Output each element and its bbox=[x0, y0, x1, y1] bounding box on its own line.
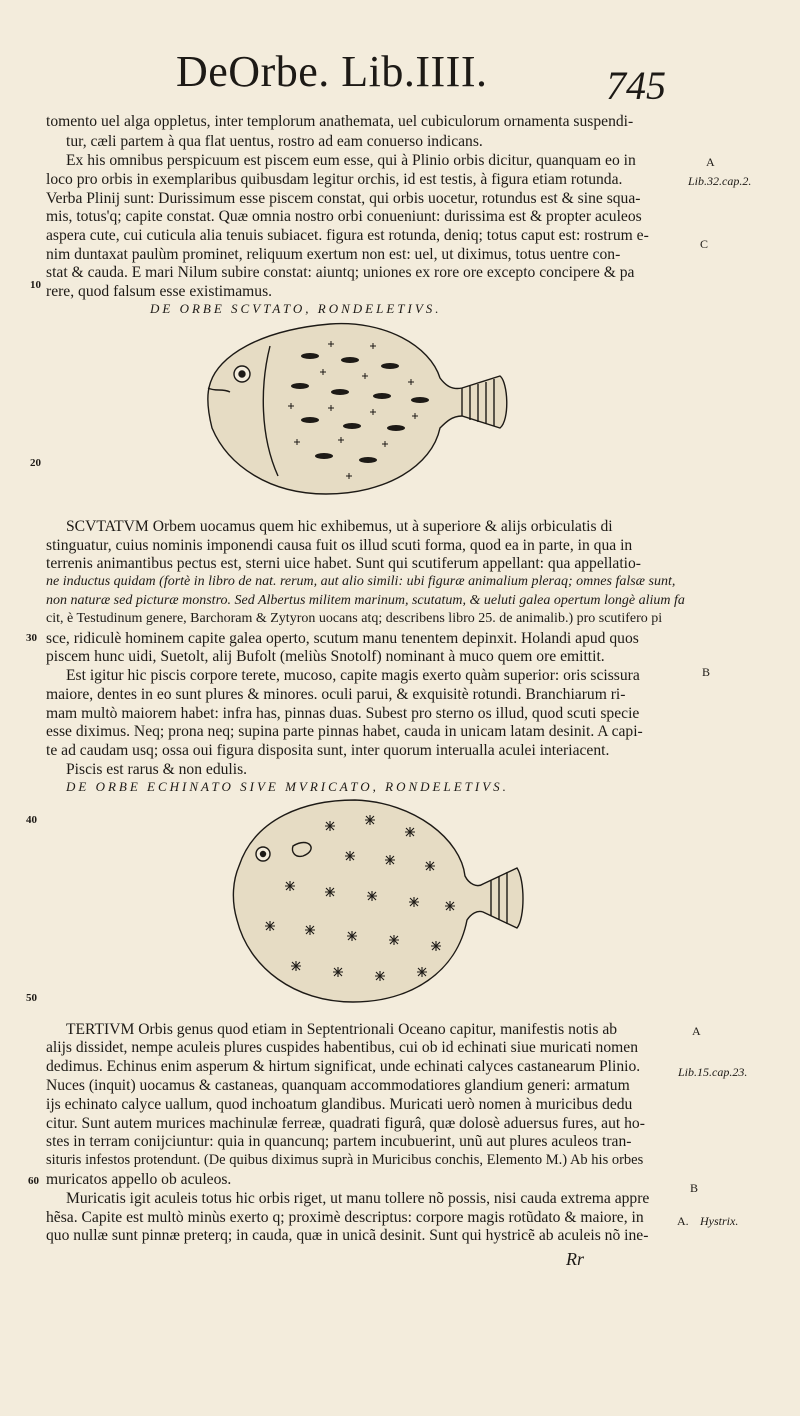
text-line: Nuces (inquit) uocamus & castaneas, quanquam accommodatiores glandium generi: armatum bbox=[46, 1077, 630, 1094]
text-line: piscem hunc uidi, Suetolt, alij Bufolt (meliùs Snotolf) nominant à muco quem ore emittit. bbox=[46, 648, 605, 665]
margin-reference: Lib.32.cap.2. bbox=[688, 174, 752, 188]
margin-letter: C bbox=[700, 237, 709, 251]
text-line: nim duntaxat paulùm prominet, reliquum exertum non est: uel, ut diximus, totus uentre con- bbox=[46, 246, 621, 263]
section-heading: DE ORBE ECHINATO SIVE MVRICATO, RONDELETIVS. bbox=[66, 779, 509, 794]
text-line: Verba Plinij sunt: Durissimum esse piscem constat, qui orbis uocetur, rotundus est & sine squa- bbox=[46, 190, 641, 207]
text-line: te ad caudam usq; ossa oui figura disposita sunt, inter quorum interualla aculei interiacent. bbox=[46, 742, 610, 759]
margin-letter: A bbox=[692, 1024, 701, 1038]
margin-reference: Lib.15.cap.23. bbox=[678, 1065, 748, 1079]
margin-letter: A. bbox=[677, 1214, 689, 1228]
text-line: tur, cæli partem à qua flat uentus, rostro ad eam conuerso indicans. bbox=[66, 133, 483, 150]
text-line: loco pro orbis in exemplaribus quibusdam legitur orchis, id est testis, à figura etiam rotunda. bbox=[46, 171, 623, 188]
line-number: 40 bbox=[26, 814, 37, 826]
margin-note-hystrix: Hystrix. bbox=[700, 1214, 739, 1228]
line-number: 30 bbox=[26, 632, 37, 644]
catchword: Rr bbox=[566, 1249, 584, 1269]
margin-letter: A bbox=[706, 155, 715, 169]
line-number: 60 bbox=[28, 1175, 39, 1187]
text-line: TERTIVM Orbis genus quod etiam in Septentrionali Oceano capitur, manifestis notis ab bbox=[66, 1021, 618, 1038]
text-line: stinguatur, cuius nominis imponendi causa fuit os illud scuti forma, quod ea in parte, in qua in bbox=[46, 537, 633, 554]
text-line: alijs dissidet, nempe aculeis plures cuspides habentibus, cui ob id echinati siue muricati nomen bbox=[46, 1039, 638, 1056]
text-line: hẽsa. Capite est multò minùs exerto q; proximè descriptus: corpore magis rotũdato & maiore, in bbox=[46, 1209, 644, 1226]
text-line: mam multò maiorem habet: infra has, pinnas duas. Subest pro sterno os illud, quod scuti specie bbox=[46, 705, 640, 722]
page-number: 745 bbox=[606, 63, 666, 108]
text-line: ne inductus quidam (fortè in libro de nat. rerum, aut alio simili: ubi figuræ animalium pleraq; omnes falsæ sunt, bbox=[46, 574, 676, 589]
line-number: 10 bbox=[30, 279, 41, 291]
text-line: SCVTATVM Orbem uocamus quem hic exhibemus, ut à superiore & alijs orbiculatis di bbox=[66, 518, 613, 535]
section-heading: DE ORBE SCVTATO, RONDELETIVS. bbox=[150, 301, 442, 316]
text-line: Ex his omnibus perspicuum est piscem eum esse, qui à Plinio orbis dicitur, quanquam eo in bbox=[66, 152, 636, 169]
text-line: terrenis animantibus pectus est, sterni uice habet. Sunt qui scutiferum appellant: qua appellatio- bbox=[46, 555, 641, 572]
text-line: Piscis est rarus & non edulis. bbox=[66, 761, 248, 778]
line-number: 20 bbox=[30, 457, 41, 469]
running-title: DeOrbe. Lib.IIII. bbox=[176, 47, 488, 96]
text-line: rere, quod falsum esse existimamus. bbox=[46, 283, 273, 300]
text-line: maiore, dentes in eo sunt plures & minores. oculi parui, & exquisitè rotundi. Branchiarum ri- bbox=[46, 686, 626, 703]
scutate-fish-icon bbox=[200, 316, 520, 498]
text-line: esse diximus. Neq; prona neq; supina parte pinnas habet, cauda in unicam latam desinit. A capi- bbox=[46, 723, 643, 740]
margin-letter: B bbox=[690, 1181, 699, 1195]
text-line: quo nullæ sunt pinnæ preterq; in cauda, quæ in unicã desinit. Sunt qui hystricẽ ab aculeis nõ ine- bbox=[46, 1227, 649, 1244]
fish-illustration-scutate bbox=[200, 316, 520, 503]
text-line: stes in terram conijciuntur: quia in quancunq; partem incubuerint, unũ aut plures aculeos tran- bbox=[46, 1133, 632, 1150]
text-line: Est igitur hic piscis corpore terete, mucoso, capite magis exerto quàm superior: oris scissura bbox=[66, 667, 640, 684]
line-number: 50 bbox=[26, 992, 37, 1004]
text-line: stat & cauda. E mari Nilum subire constat: aiuntq; uniones ex rore ore excepto concipere & pa bbox=[46, 264, 635, 281]
text-line: ijs echinato calyce uallum, quod inchoatum glandibus. Muricati uerò nomen à muricibus dedu bbox=[46, 1096, 633, 1113]
text-line: cit, è Testudinum genere, Barchoram & Zytyron uocans atq; describens libro 25. de animalib.) pro scutifero pi bbox=[46, 611, 663, 626]
text-line: citur. Sunt autem murices machinulæ ferreæ, quadrati figurâ, quæ dolosè aduersus fures, aut ho- bbox=[46, 1115, 645, 1132]
text-line: non naturæ sed picturæ monstro. Sed Albertus militem marinum, scutatum, & ueluti galea opertum longè alium fa bbox=[46, 593, 685, 608]
muricate-fish-icon bbox=[225, 796, 525, 1008]
margin-letter: B bbox=[702, 665, 711, 679]
text-line: dedimus. Echinus enim asperum & hirtum significat, unde echinati calyces castanearum Plinio. bbox=[46, 1058, 641, 1075]
text-line: Muricatis igit aculeis totus hic orbis riget, ut manu tollere nõ possis, nisi cauda extrema appre bbox=[66, 1190, 650, 1207]
fish-illustration-muricate bbox=[225, 796, 525, 1013]
text-line: muricatos appello ob aculeos. bbox=[46, 1171, 232, 1188]
text-line: sce, ridiculè hominem capite galea operto, scutum manu tenentem depinxit. Holandi apud quos bbox=[46, 630, 639, 647]
text-line: mis, totus'q; capite constat. Quæ omnia nostro orbi conueniunt: durissima est & propter aculeos bbox=[46, 208, 642, 225]
text-line: situris infestos protendunt. (De quibus diximus suprà in Muricibus conchis, Elemento M.) Ab his orbes bbox=[46, 1152, 644, 1168]
text-line: aspera cute, cui cuticula alia tenuis subiacet. figura est rotunda, deniq; totus caput est: rostrum e- bbox=[46, 227, 649, 244]
text-line: tomento uel alga oppletus, inter templorum anathemata, uel cubiculorum ornamenta suspendi- bbox=[46, 113, 634, 130]
